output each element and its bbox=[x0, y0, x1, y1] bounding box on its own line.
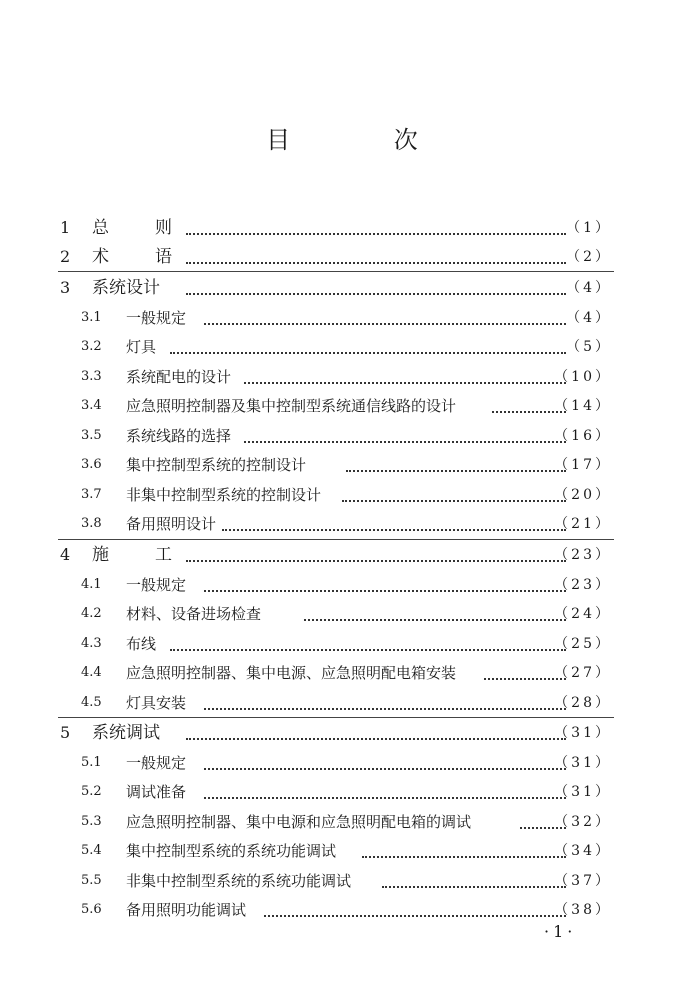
toc-page: （1） bbox=[566, 220, 612, 236]
toc-label: 系统调试 bbox=[92, 723, 160, 743]
toc-label: 一般规定 bbox=[126, 576, 187, 594]
toc-number: 5.5 bbox=[81, 873, 102, 888]
toc-label: 备用照明设计 bbox=[126, 515, 217, 533]
toc-row[interactable] bbox=[0, 214, 684, 242]
toc-label: 集中控制型系统的控制设计 bbox=[126, 456, 307, 474]
toc-leader bbox=[204, 313, 566, 325]
toc-label: 灯具安装 bbox=[126, 694, 187, 712]
toc-label: 调试准备 bbox=[126, 783, 187, 801]
toc-label: 施工 bbox=[92, 545, 218, 565]
toc-number: 3.1 bbox=[81, 310, 102, 325]
page-number: ·1· bbox=[544, 922, 577, 941]
toc-page: （4） bbox=[566, 310, 612, 326]
toc-number: 5 bbox=[60, 723, 71, 742]
toc-row[interactable] bbox=[0, 333, 684, 361]
toc-number: 3 bbox=[60, 278, 71, 297]
toc-leader bbox=[204, 787, 566, 799]
toc-label: 布线 bbox=[126, 635, 157, 653]
toc-row[interactable] bbox=[0, 274, 684, 302]
toc-label: 集中控制型系统的系统功能调试 bbox=[126, 842, 337, 860]
toc-leader bbox=[170, 342, 566, 354]
page-title: 目 次 bbox=[266, 126, 466, 154]
toc-row[interactable] bbox=[0, 689, 684, 717]
toc-label: 应急照明控制器及集中控制型系统通信线路的设计 bbox=[126, 397, 457, 415]
toc-row[interactable] bbox=[0, 571, 684, 599]
toc-number: 3.5 bbox=[81, 428, 102, 443]
toc-leader bbox=[362, 846, 566, 858]
toc-leader bbox=[382, 876, 566, 888]
toc-leader bbox=[186, 728, 566, 740]
toc-number: 4.4 bbox=[81, 665, 102, 680]
toc-row[interactable] bbox=[0, 630, 684, 658]
toc-number: 5.4 bbox=[81, 843, 102, 858]
toc-page: （23） bbox=[554, 547, 612, 563]
toc-number: 4.2 bbox=[81, 606, 102, 621]
toc-page: （5） bbox=[566, 339, 612, 355]
toc-leader bbox=[222, 519, 566, 531]
toc-leader bbox=[304, 609, 566, 621]
toc-number: 3.2 bbox=[81, 339, 102, 354]
toc-leader bbox=[204, 580, 566, 592]
toc-row[interactable] bbox=[0, 451, 684, 479]
toc-divider bbox=[58, 539, 614, 540]
toc-label: 灯具 bbox=[126, 338, 157, 356]
toc-page: （2） bbox=[566, 249, 612, 265]
toc-label: 术语 bbox=[92, 247, 218, 267]
toc-row[interactable] bbox=[0, 600, 684, 628]
toc-number: 5.6 bbox=[81, 902, 102, 917]
toc-page: （24） bbox=[554, 606, 612, 622]
toc-page: （16） bbox=[554, 428, 612, 444]
toc-row[interactable] bbox=[0, 363, 684, 391]
toc-row[interactable] bbox=[0, 304, 684, 332]
toc-label: 应急照明控制器、集中电源、应急照明配电箱安装 bbox=[126, 664, 457, 682]
toc-number: 4.1 bbox=[81, 577, 102, 592]
toc-number: 4 bbox=[60, 545, 71, 564]
toc-page: （34） bbox=[554, 843, 612, 859]
toc-page: （10） bbox=[554, 369, 612, 385]
toc-number: 4.5 bbox=[81, 695, 102, 710]
toc-page: （31） bbox=[554, 755, 612, 771]
toc-label: 非集中控制型系统的控制设计 bbox=[126, 486, 322, 504]
toc-row[interactable] bbox=[0, 749, 684, 777]
toc-leader bbox=[186, 223, 566, 235]
toc-leader bbox=[186, 252, 566, 264]
toc-row[interactable] bbox=[0, 510, 684, 538]
toc-page: （37） bbox=[554, 873, 612, 889]
toc-row[interactable] bbox=[0, 422, 684, 450]
toc-label: 系统设计 bbox=[92, 278, 160, 298]
toc-row[interactable] bbox=[0, 392, 684, 420]
toc-label: 非集中控制型系统的系统功能调试 bbox=[126, 872, 352, 890]
toc-number: 3.8 bbox=[81, 516, 102, 531]
toc-leader bbox=[244, 431, 566, 443]
toc-page: （21） bbox=[554, 516, 612, 532]
toc-number: 5.1 bbox=[81, 755, 102, 770]
toc-page: （27） bbox=[554, 665, 612, 681]
toc-label: 一般规定 bbox=[126, 754, 187, 772]
toc-row[interactable] bbox=[0, 481, 684, 509]
toc-number: 3.6 bbox=[81, 457, 102, 472]
toc-leader bbox=[346, 460, 566, 472]
toc-leader bbox=[170, 639, 566, 651]
toc-leader bbox=[186, 283, 566, 295]
toc-page: （32） bbox=[554, 814, 612, 830]
toc-page: （31） bbox=[554, 725, 612, 741]
toc-row[interactable] bbox=[0, 778, 684, 806]
toc-row[interactable] bbox=[0, 541, 684, 569]
toc-number: 3.3 bbox=[81, 369, 102, 384]
toc-page: （25） bbox=[554, 636, 612, 652]
toc-number: 4.3 bbox=[81, 636, 102, 651]
toc-number: 3.7 bbox=[81, 487, 102, 502]
toc-page: （28） bbox=[554, 695, 612, 711]
toc-number: 5.3 bbox=[81, 814, 102, 829]
toc-leader bbox=[342, 490, 566, 502]
toc-number: 1 bbox=[60, 218, 71, 237]
toc-row[interactable] bbox=[0, 659, 684, 687]
toc-leader bbox=[204, 698, 566, 710]
toc-page: （31） bbox=[554, 784, 612, 800]
toc-row[interactable] bbox=[0, 719, 684, 747]
toc-row[interactable] bbox=[0, 808, 684, 836]
toc-page: （4） bbox=[566, 280, 612, 296]
toc-label: 系统线路的选择 bbox=[126, 427, 232, 445]
toc-label: 总则 bbox=[92, 218, 218, 238]
toc-leader bbox=[204, 758, 566, 770]
toc-page: （17） bbox=[554, 457, 612, 473]
toc-page: （20） bbox=[554, 487, 612, 503]
toc-label: 系统配电的设计 bbox=[126, 368, 232, 386]
toc-leader bbox=[186, 550, 566, 562]
toc-row[interactable] bbox=[0, 837, 684, 865]
toc-leader bbox=[264, 905, 566, 917]
toc-label: 材料、设备进场检查 bbox=[126, 605, 262, 623]
toc-label: 应急照明控制器、集中电源和应急照明配电箱的调试 bbox=[126, 813, 472, 831]
toc-divider bbox=[58, 717, 614, 718]
toc-page: （38） bbox=[554, 902, 612, 918]
toc-number: 3.4 bbox=[81, 398, 102, 413]
toc-row[interactable] bbox=[0, 867, 684, 895]
toc-label: 备用照明功能调试 bbox=[126, 901, 247, 919]
toc-number: 5.2 bbox=[81, 784, 102, 799]
toc-page: （14） bbox=[554, 398, 612, 414]
toc-row[interactable] bbox=[0, 243, 684, 271]
toc-page: （23） bbox=[554, 577, 612, 593]
toc-number: 2 bbox=[60, 247, 71, 266]
toc-label: 一般规定 bbox=[126, 309, 187, 327]
toc-leader bbox=[244, 372, 566, 384]
toc-row[interactable] bbox=[0, 896, 684, 924]
toc-divider bbox=[58, 271, 614, 272]
